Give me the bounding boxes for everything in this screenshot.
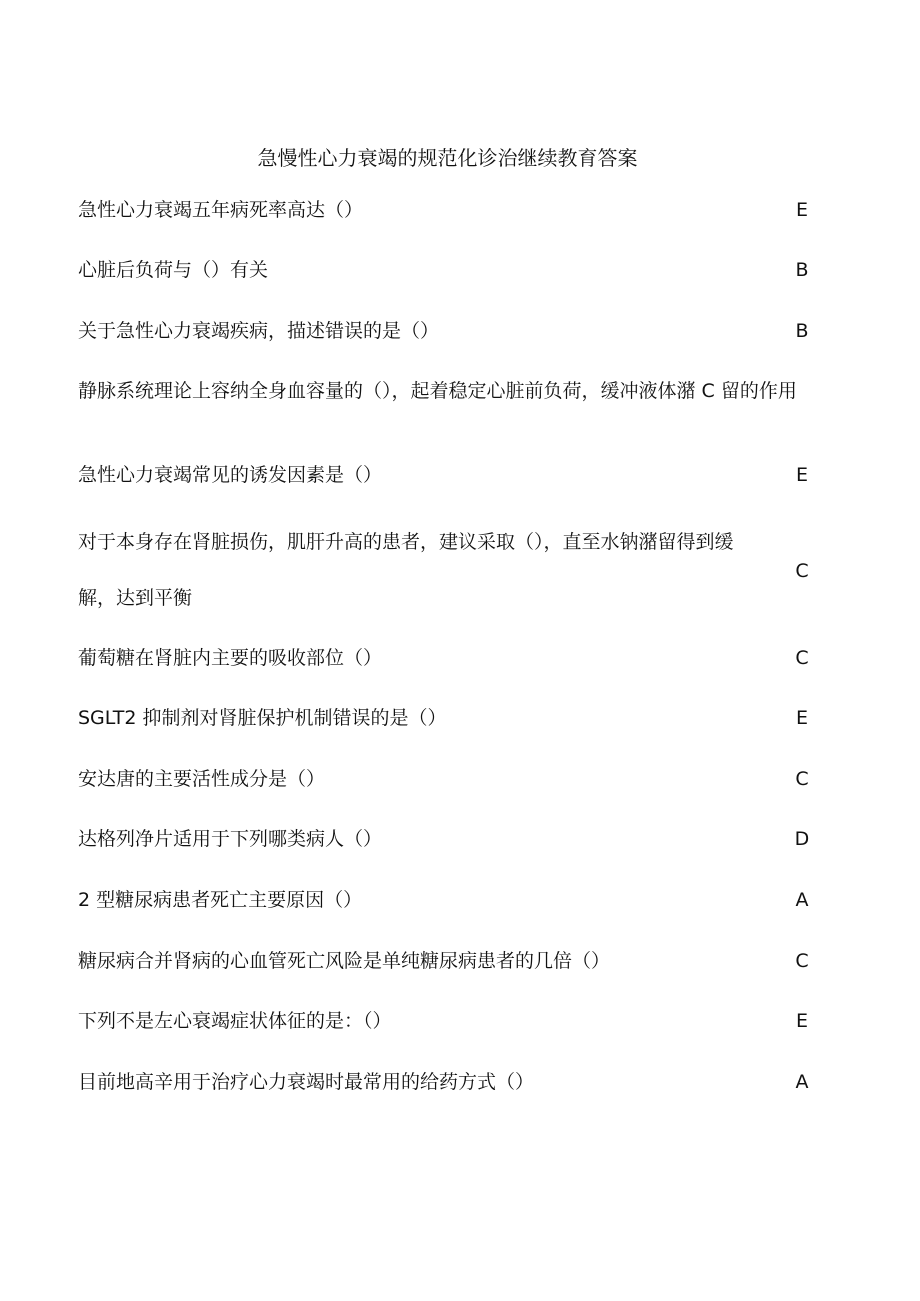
answer-9: C: [795, 768, 809, 790]
question-1: 急性心力衰竭五年病死率高达（）: [78, 199, 364, 221]
answer-1: E: [795, 199, 808, 221]
question-8: SGLT2 抑制剂对肾脏保护机制错误的是（）: [78, 707, 447, 729]
answer-14: A: [795, 1071, 809, 1093]
question-4: 静脉系统理论上容纳全身血容量的（），起着稳定心脏前负荷，缓冲液体潴 C 留的作用: [78, 380, 797, 402]
answer-3: B: [795, 320, 809, 342]
question-13: 下列不是左心衰竭症状体征的是：（）: [78, 1010, 392, 1032]
answer-10: D: [794, 828, 810, 850]
question-11: 2 型糖尿病患者死亡主要原因（）: [78, 889, 363, 911]
answer-5: E: [795, 464, 808, 486]
question-6: 对于本身存在肾脏损伤，肌肝升高的患者，建议采取（），直至水钠潴留得到缓解，达到平衡: [78, 531, 734, 609]
answer-2: B: [795, 259, 809, 281]
answer-11: A: [795, 889, 809, 911]
answer-8: E: [795, 707, 808, 729]
answer-7: C: [795, 647, 809, 669]
question-12: 糖尿病合并肾病的心血管死亡风险是单纯糖尿病患者的几倍（）: [78, 950, 611, 972]
question-2: 心脏后负荷与（）有关: [78, 259, 269, 281]
question-14: 目前地高辛用于治疗心力衰竭时最常用的给药方式（）: [78, 1071, 535, 1093]
question-5: 急性心力衰竭常见的诱发因素是（）: [78, 464, 383, 486]
answer-6: C: [795, 560, 809, 582]
page-title: 急慢性心力衰竭的规范化诊治继续教育答案: [257, 146, 638, 170]
answer-13: E: [795, 1010, 808, 1032]
question-7: 葡萄糖在肾脏内主要的吸收部位（）: [78, 647, 383, 669]
question-3: 关于急性心力衰竭疾病，描述错误的是（）: [78, 320, 440, 342]
question-9: 安达唐的主要活性成分是（）: [78, 768, 326, 790]
answer-12: C: [795, 950, 809, 972]
question-10: 达格列净片适用于下列哪类病人（）: [78, 828, 383, 850]
